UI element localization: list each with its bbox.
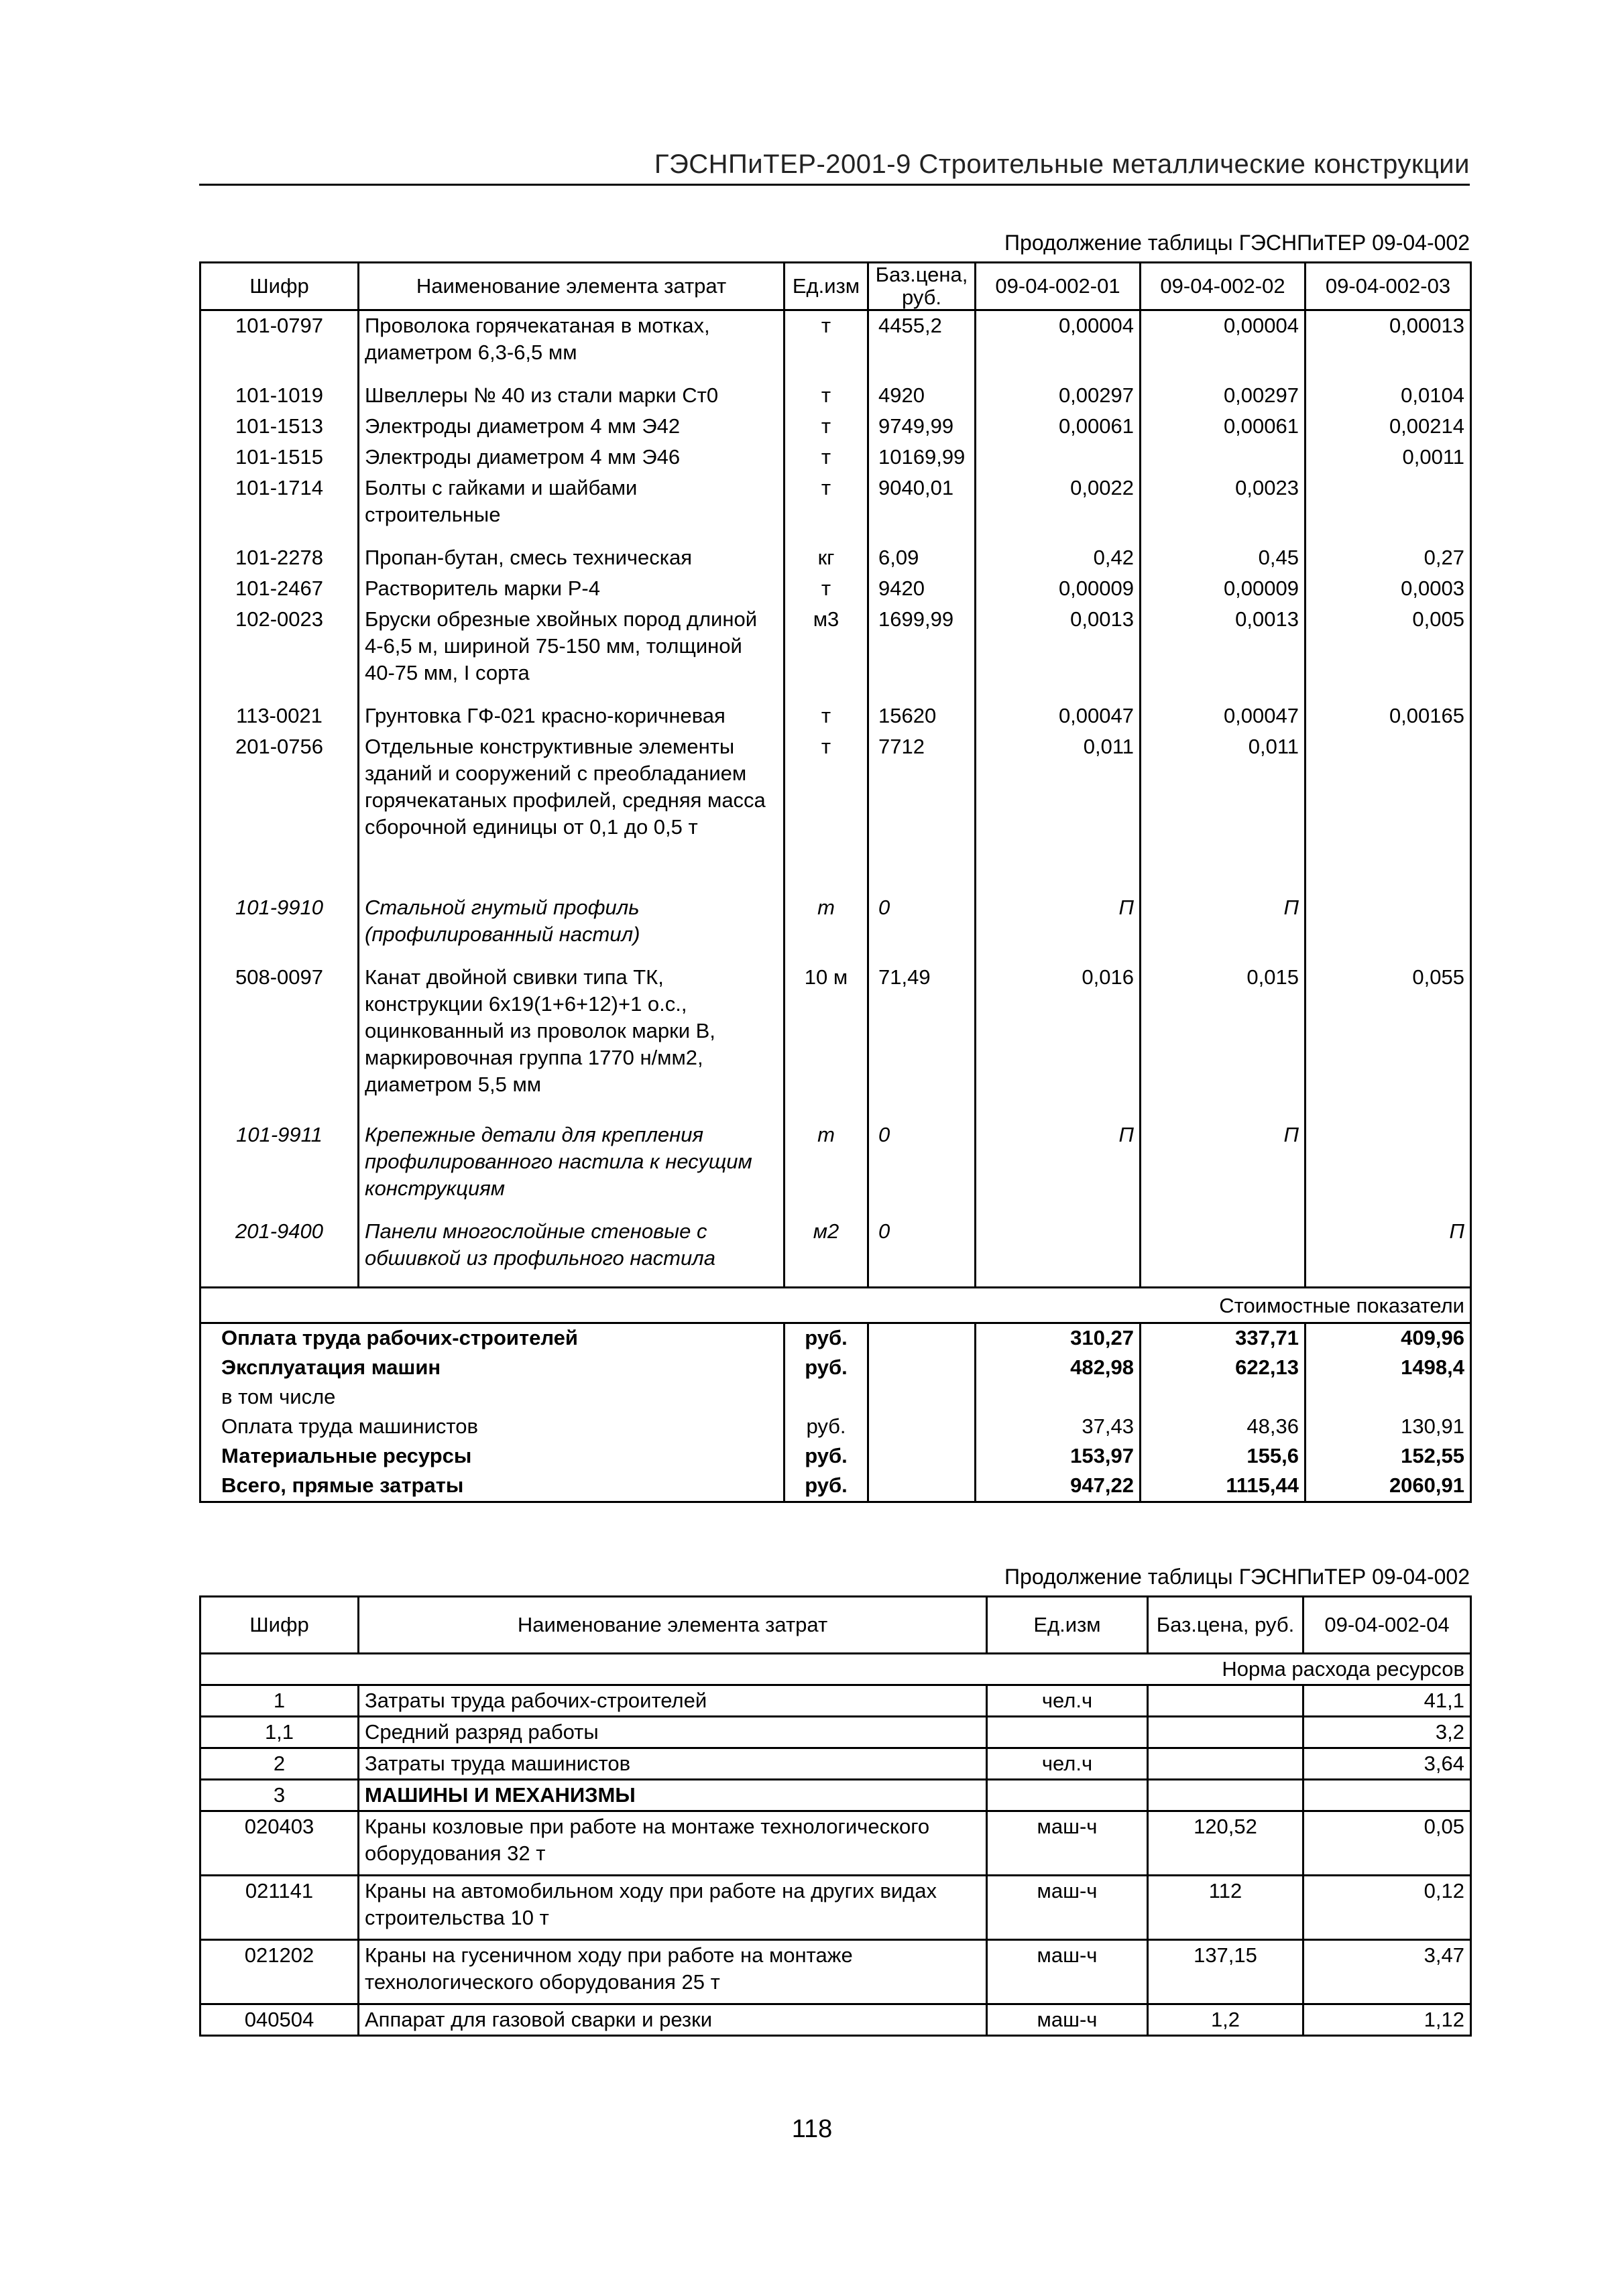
row-value-02 — [1141, 1217, 1306, 1288]
cost-unit — [785, 1383, 868, 1412]
cost-value-03: 2060,91 — [1306, 1471, 1471, 1502]
table-row — [200, 1120, 1471, 1217]
row-value-02: 0,0023 — [1141, 473, 1306, 543]
resource-table-2 — [199, 1595, 1472, 2037]
row-value-01: 0,0013 — [976, 605, 1141, 701]
table-row — [200, 543, 1471, 574]
cost-value-03: 152,55 — [1306, 1442, 1471, 1471]
row-code: 021141 — [200, 1876, 359, 1940]
row-unit: маш-ч — [987, 1940, 1148, 2004]
row-code: 021202 — [200, 1940, 359, 2004]
row-unit: маш-ч — [987, 1876, 1148, 1940]
row-code: 101-0797 — [200, 310, 359, 381]
table-row — [200, 605, 1471, 701]
row-value-01: 0,00061 — [976, 412, 1141, 442]
table-row — [200, 1876, 1471, 1940]
row-price: 0 — [868, 893, 976, 963]
row-price — [1148, 1780, 1303, 1811]
cost-name: Оплата труда машинистов — [200, 1412, 785, 1442]
row-code: 101-2467 — [200, 574, 359, 605]
norm-header: Норма расхода ресурсов — [200, 1654, 1471, 1685]
cost-value-02: 622,13 — [1141, 1353, 1306, 1383]
cost-value-02: 155,6 — [1141, 1442, 1306, 1471]
row-value-04: 3,47 — [1303, 1940, 1471, 2004]
row-unit: m — [785, 1120, 868, 1217]
row-value-03 — [1306, 893, 1471, 963]
table-row — [200, 1217, 1471, 1288]
row-name: Краны на автомобильном ходу при работе на других видах строительства 10 т — [359, 1876, 987, 1940]
row-name: Пропан-бутан, смесь техническая — [359, 543, 785, 574]
row-code: 2 — [200, 1748, 359, 1780]
row-value-03: 0,00214 — [1306, 412, 1471, 442]
row-value-04: 0,05 — [1303, 1811, 1471, 1876]
row-code: 040504 — [200, 2004, 359, 2036]
row-unit: м2 — [785, 1217, 868, 1288]
cost-row — [200, 1442, 1471, 1471]
row-value-02: 0,00047 — [1141, 701, 1306, 732]
running-header — [199, 141, 1470, 186]
row-name: Отдельные конструктивные элементы зданий и сооружений с преобладанием горячекатаных профилей, средняя масса сборочной единицы от 0,1 до 0,5 т — [359, 732, 785, 893]
row-unit: чел.ч — [987, 1685, 1148, 1717]
row-value-01 — [976, 442, 1141, 473]
running-header-text: ГЭСНПиТЕР-2001-9 Строительные металлические конструкции — [654, 149, 1470, 179]
row-unit: т — [785, 473, 868, 543]
cost-value-01: 482,98 — [976, 1353, 1141, 1383]
cost-name: Материальные ресурсы — [200, 1442, 785, 1471]
row-value-02: П — [1141, 893, 1306, 963]
table1-header-row — [200, 263, 1471, 310]
col-name-header: Наименование элемента затрат — [359, 263, 785, 310]
cost-value-03: 130,91 — [1306, 1412, 1471, 1442]
row-code: 1,1 — [200, 1717, 359, 1748]
row-price: 0 — [868, 1120, 976, 1217]
cost-section-header: Стоимостные показатели — [200, 1288, 1471, 1323]
row-unit: m — [785, 893, 868, 963]
row-price: 9749,99 — [868, 412, 976, 442]
cost-unit: руб. — [785, 1412, 868, 1442]
cost-value-03 — [1306, 1383, 1471, 1412]
row-value-03: 0,005 — [1306, 605, 1471, 701]
cost-row — [200, 1323, 1471, 1354]
row-name: Панели многослойные стеновые с обшивкой из профильного настила — [359, 1217, 785, 1288]
cost-price-empty — [868, 1442, 976, 1471]
row-value-01: 0,00004 — [976, 310, 1141, 381]
cost-value-03: 1498,4 — [1306, 1353, 1471, 1383]
row-value-03: 0,055 — [1306, 963, 1471, 1120]
cost-unit: руб. — [785, 1323, 868, 1354]
row-price: 137,15 — [1148, 1940, 1303, 2004]
row-price: 10169,99 — [868, 442, 976, 473]
table-row — [200, 1685, 1471, 1717]
row-value-02: П — [1141, 1120, 1306, 1217]
row-price: 4455,2 — [868, 310, 976, 381]
row-value-03 — [1306, 473, 1471, 543]
row-value-04: 0,12 — [1303, 1876, 1471, 1940]
row-code: 101-9910 — [200, 893, 359, 963]
t2-col-v-header: 09-04-002-04 — [1303, 1597, 1471, 1654]
row-code: 1 — [200, 1685, 359, 1717]
row-value-04: 1,12 — [1303, 2004, 1471, 2036]
row-unit — [987, 1717, 1148, 1748]
row-value-03 — [1306, 1120, 1471, 1217]
norm-header-row — [200, 1654, 1471, 1685]
row-value-01: П — [976, 1120, 1141, 1217]
row-value-01: 0,016 — [976, 963, 1141, 1120]
row-unit: т — [785, 310, 868, 381]
cost-row — [200, 1412, 1471, 1442]
row-price — [1148, 1685, 1303, 1717]
row-price: 0 — [868, 1217, 976, 1288]
row-value-04: 3,2 — [1303, 1717, 1471, 1748]
row-code: 201-0756 — [200, 732, 359, 893]
row-value-03: 0,27 — [1306, 543, 1471, 574]
cost-value-01: 310,27 — [976, 1323, 1141, 1354]
row-code: 102-0023 — [200, 605, 359, 701]
row-unit: т — [785, 381, 868, 412]
cost-row — [200, 1383, 1471, 1412]
cost-row — [200, 1353, 1471, 1383]
row-unit — [987, 1780, 1148, 1811]
col-v1-header: 09-04-002-01 — [976, 263, 1141, 310]
cost-price-empty — [868, 1383, 976, 1412]
row-code: 113-0021 — [200, 701, 359, 732]
t2-col-code-header: Шифр — [200, 1597, 359, 1654]
row-code: 101-1714 — [200, 473, 359, 543]
table2-caption: Продолжение таблицы ГЭСНПиТЕР 09-04-002 — [1004, 1565, 1470, 1589]
row-name: Аппарат для газовой сварки и резки — [359, 2004, 987, 2036]
table-row — [200, 893, 1471, 963]
row-code: 101-9911 — [200, 1120, 359, 1217]
row-value-03 — [1306, 732, 1471, 893]
row-value-03: 0,0011 — [1306, 442, 1471, 473]
cost-unit: руб. — [785, 1353, 868, 1383]
row-value-01: 0,011 — [976, 732, 1141, 893]
row-value-02: 0,00004 — [1141, 310, 1306, 381]
row-name: Краны на гусеничном ходу при работе на монтаже технологического оборудования 25 т — [359, 1940, 987, 2004]
row-name: Канат двойной свивки типа ТК, конструкции 6х19(1+6+12)+1 о.с., оцинкованный из проволок марки В, маркировочная группа 1770 н/мм2, диаметром 5,5 мм — [359, 963, 785, 1120]
row-code: 101-2278 — [200, 543, 359, 574]
col-code-header: Шифр — [200, 263, 359, 310]
cost-price-empty — [868, 1471, 976, 1502]
row-name: Крепежные детали для крепления профилированного настила к несущим конструкциям — [359, 1120, 785, 1217]
cost-name: Эксплуатация машин — [200, 1353, 785, 1383]
table-row — [200, 2004, 1471, 2036]
row-value-01: 0,00047 — [976, 701, 1141, 732]
cost-value-02: 337,71 — [1141, 1323, 1306, 1354]
table-row — [200, 1811, 1471, 1876]
row-value-02 — [1141, 442, 1306, 473]
table-row — [200, 1748, 1471, 1780]
row-unit: 10 м — [785, 963, 868, 1120]
row-name: Краны козловые при работе на монтаже технологического оборудования 32 т — [359, 1811, 987, 1876]
row-value-01: 0,42 — [976, 543, 1141, 574]
row-code: 020403 — [200, 1811, 359, 1876]
cost-value-01 — [976, 1383, 1141, 1412]
col-unit-header: Ед.изм — [785, 263, 868, 310]
row-name: Грунтовка ГФ-021 красно-коричневая — [359, 701, 785, 732]
cost-value-02: 48,36 — [1141, 1412, 1306, 1442]
row-value-04: 41,1 — [1303, 1685, 1471, 1717]
table-row — [200, 1780, 1471, 1811]
table1-caption: Продолжение таблицы ГЭСНПиТЕР 09-04-002 — [1004, 231, 1470, 255]
row-value-02: 0,00009 — [1141, 574, 1306, 605]
row-price: 120,52 — [1148, 1811, 1303, 1876]
row-value-03: 0,0003 — [1306, 574, 1471, 605]
row-name: Стальной гнутый профиль (профилированный настил) — [359, 893, 785, 963]
table-row — [200, 1940, 1471, 2004]
row-unit: кг — [785, 543, 868, 574]
row-value-01: 0,00009 — [976, 574, 1141, 605]
resource-table-1 — [199, 261, 1472, 1503]
table-row — [200, 412, 1471, 442]
row-price: 112 — [1148, 1876, 1303, 1940]
t2-col-name-header: Наименование элемента затрат — [359, 1597, 987, 1654]
row-value-02: 0,015 — [1141, 963, 1306, 1120]
table-row — [200, 1717, 1471, 1748]
row-unit: м3 — [785, 605, 868, 701]
cost-value-01: 947,22 — [976, 1471, 1141, 1502]
cost-price-empty — [868, 1323, 976, 1354]
cost-value-03: 409,96 — [1306, 1323, 1471, 1354]
cost-value-01: 153,97 — [976, 1442, 1141, 1471]
row-price: 71,49 — [868, 963, 976, 1120]
row-price: 1,2 — [1148, 2004, 1303, 2036]
row-name: Электроды диаметром 4 мм Э42 — [359, 412, 785, 442]
row-price: 7712 — [868, 732, 976, 893]
table-row — [200, 732, 1471, 893]
row-code: 201-9400 — [200, 1217, 359, 1288]
row-code: 101-1019 — [200, 381, 359, 412]
row-price: 9040,01 — [868, 473, 976, 543]
row-name: Электроды диаметром 4 мм Э46 — [359, 442, 785, 473]
row-value-02: 0,45 — [1141, 543, 1306, 574]
table-row — [200, 574, 1471, 605]
table-row — [200, 442, 1471, 473]
row-unit: чел.ч — [987, 1748, 1148, 1780]
row-unit: т — [785, 574, 868, 605]
row-unit: маш-ч — [987, 1811, 1148, 1876]
t2-col-unit-header: Ед.изм — [987, 1597, 1148, 1654]
table-row — [200, 701, 1471, 732]
row-name: Проволока горячекатаная в мотках, диаметром 6,3-6,5 мм — [359, 310, 785, 381]
row-price: 9420 — [868, 574, 976, 605]
row-name: Растворитель марки Р-4 — [359, 574, 785, 605]
row-unit: т — [785, 412, 868, 442]
row-name: Затраты труда рабочих-строителей — [359, 1685, 987, 1717]
row-code: 101-1515 — [200, 442, 359, 473]
row-name: Затраты труда машинистов — [359, 1748, 987, 1780]
table-row — [200, 310, 1471, 381]
cost-value-02: 1115,44 — [1141, 1471, 1306, 1502]
row-price — [1148, 1717, 1303, 1748]
row-unit: т — [785, 701, 868, 732]
row-price — [1148, 1748, 1303, 1780]
row-value-04: 3,64 — [1303, 1748, 1471, 1780]
cost-name: Всего, прямые затраты — [200, 1471, 785, 1502]
table2-header-row — [200, 1597, 1471, 1654]
row-name: Швеллеры № 40 из стали марки Ст0 — [359, 381, 785, 412]
row-price: 4920 — [868, 381, 976, 412]
row-value-01: 0,0022 — [976, 473, 1141, 543]
row-value-02: 0,00297 — [1141, 381, 1306, 412]
cost-price-empty — [868, 1412, 976, 1442]
cost-name: в том числе — [200, 1383, 785, 1412]
table-row — [200, 381, 1471, 412]
row-value-02: 0,011 — [1141, 732, 1306, 893]
cost-value-02 — [1141, 1383, 1306, 1412]
row-value-04 — [1303, 1780, 1471, 1811]
row-price: 15620 — [868, 701, 976, 732]
row-value-01 — [976, 1217, 1141, 1288]
col-v2-header: 09-04-002-02 — [1141, 263, 1306, 310]
row-code: 508-0097 — [200, 963, 359, 1120]
cost-unit: руб. — [785, 1442, 868, 1471]
row-value-03: П — [1306, 1217, 1471, 1288]
row-value-03: 0,0104 — [1306, 381, 1471, 412]
table-row — [200, 963, 1471, 1120]
row-value-03: 0,00013 — [1306, 310, 1471, 381]
cost-section-row — [200, 1288, 1471, 1323]
cost-row — [200, 1471, 1471, 1502]
row-price: 1699,99 — [868, 605, 976, 701]
row-value-01: 0,00297 — [976, 381, 1141, 412]
cost-price-empty — [868, 1353, 976, 1383]
row-value-02: 0,0013 — [1141, 605, 1306, 701]
row-value-02: 0,00061 — [1141, 412, 1306, 442]
row-value-01: П — [976, 893, 1141, 963]
cost-name: Оплата труда рабочих-строителей — [200, 1323, 785, 1354]
cost-unit: руб. — [785, 1471, 868, 1502]
row-value-03: 0,00165 — [1306, 701, 1471, 732]
row-unit: т — [785, 732, 868, 893]
row-name: Средний разряд работы — [359, 1717, 987, 1748]
row-unit: т — [785, 442, 868, 473]
col-v3-header: 09-04-002-03 — [1306, 263, 1471, 310]
row-price: 6,09 — [868, 543, 976, 574]
row-name: Бруски обрезные хвойных пород длиной 4-6,5 м, шириной 75-150 мм, толщиной 40-75 мм, I сорта — [359, 605, 785, 701]
row-unit: маш-ч — [987, 2004, 1148, 2036]
table-row — [200, 473, 1471, 543]
page-number: 118 — [791, 2115, 833, 2143]
cost-value-01: 37,43 — [976, 1412, 1141, 1442]
row-code: 3 — [200, 1780, 359, 1811]
t2-col-price-header: Баз.цена, руб. — [1148, 1597, 1303, 1654]
row-name: МАШИНЫ И МЕХАНИЗМЫ — [359, 1780, 987, 1811]
row-name: Болты с гайками и шайбами строительные — [359, 473, 785, 543]
col-price-header: Баз.цена, руб. — [868, 263, 976, 310]
row-code: 101-1513 — [200, 412, 359, 442]
